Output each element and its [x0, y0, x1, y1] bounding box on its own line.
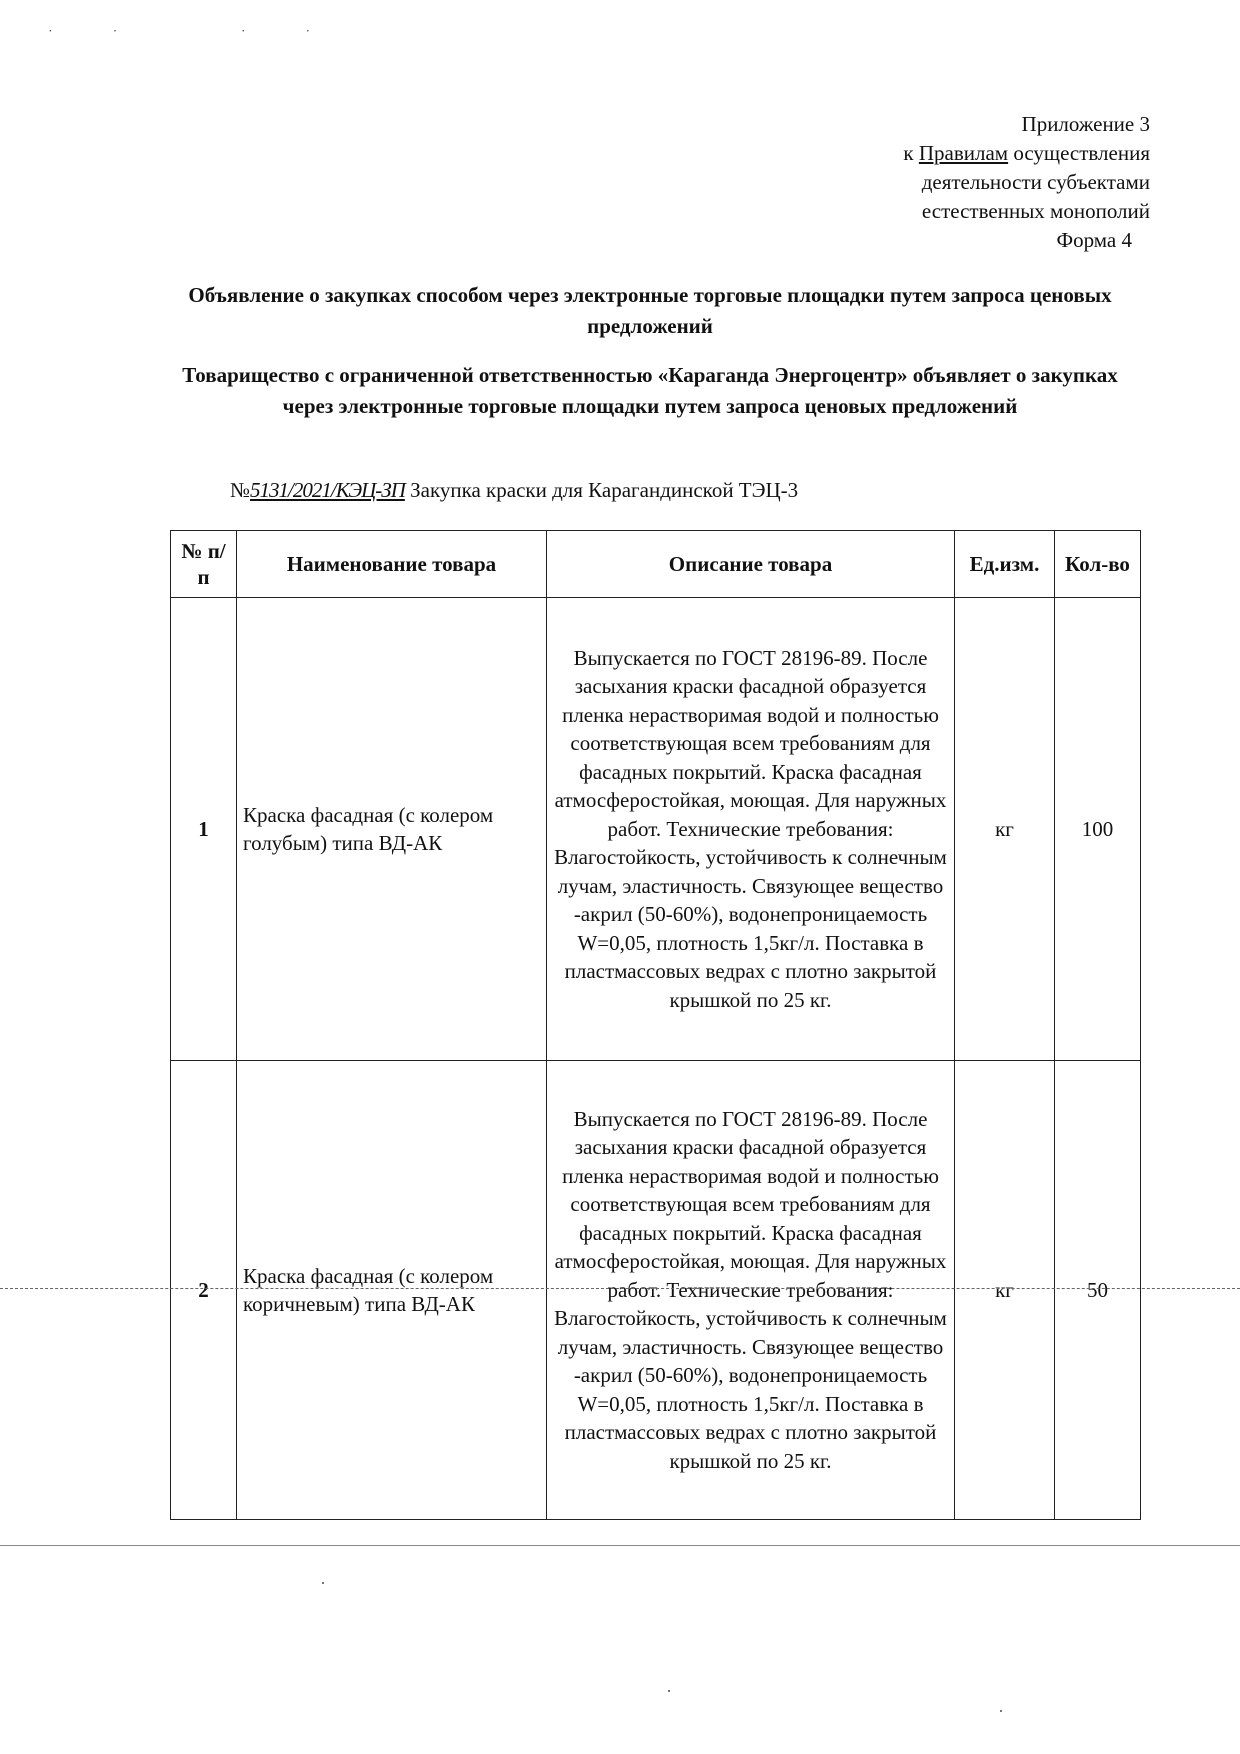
header-description: Описание товара: [547, 531, 955, 598]
appendix-form-number: Форма 4: [1056, 228, 1132, 252]
table-row: [171, 1061, 1141, 1520]
row-number: 1: [171, 598, 237, 1061]
product-name: Краска фасадная (с колером коричневым) типа ВД-АК: [237, 1061, 547, 1520]
row-number: 2: [171, 1061, 237, 1520]
lot-number-prefix: №: [230, 478, 251, 502]
unit-of-measure: кг: [955, 598, 1055, 1061]
appendix-rules-link: Правилам: [918, 141, 1009, 165]
lot-number: 5131/2021/КЭЦ-ЗП: [250, 478, 405, 502]
scan-speck: [322, 1582, 324, 1584]
scan-artifact-line: [0, 1288, 1240, 1289]
header-unit: Ед.изм.: [955, 531, 1055, 598]
header-number: № п/п: [171, 531, 237, 598]
header-quantity: Кол-во: [1055, 531, 1141, 598]
appendix-rules-prefix: к: [903, 141, 919, 165]
appendix-line-subjects: деятельности субъектами: [921, 170, 1150, 194]
goods-table: [170, 530, 1141, 1520]
lot-line: [230, 475, 798, 505]
product-description: Выпускается по ГОСТ 28196-89. После засыхания краски фасадной образуется пленка нерастворимая водой и полностью соответствующая всем требованиям для фасадных покрытий. Краска фасадная атмосферостойкая, моющая. Для наружных работ. Технические требования: Влагостойкость, устойчивость к солнечным лучам, эластичность. Связующее вещество -акрил (50-60%), водонепроницаемость W=0,05, плотность 1,5кг/л. Поставка в пластмассовых ведрах с плотно закрытой крышкой по 25 кг.: [547, 1061, 955, 1520]
unit-of-measure: кг: [955, 1061, 1055, 1520]
appendix-line-monopolies: естественных монополий: [921, 199, 1150, 223]
scan-artifact-line: [0, 1545, 1240, 1546]
company-announcement: Товарищество с ограниченной ответственностью «Караганда Энергоцентр» объявляет о закупках через электронные торговые площадки путем запроса ценовых предложений: [182, 363, 1118, 418]
quantity: 50: [1055, 1061, 1141, 1520]
announcement-title: Объявление о закупках способом через электронные торговые площадки путем запроса ценовых предложений: [188, 283, 1112, 338]
appendix-rules-suffix: осуществления: [1008, 141, 1150, 165]
product-name: Краска фасадная (с колером голубым) типа ВД-АК: [237, 598, 547, 1061]
table-header-row: [171, 531, 1141, 598]
quantity: 100: [1055, 598, 1141, 1061]
header-name: Наименование товара: [237, 531, 547, 598]
appendix-rules-line: [730, 139, 1150, 168]
scan-speck: [668, 1690, 670, 1692]
appendix-number: Приложение 3: [1021, 112, 1150, 136]
scan-speck: [1000, 1710, 1002, 1712]
lot-description: Закупка краски для Карагандинской ТЭЦ-3: [404, 478, 799, 502]
scan-corner-marks: ˙˙ ˙˙: [48, 28, 371, 43]
appendix-header: [730, 110, 1150, 255]
product-description: Выпускается по ГОСТ 28196-89. После засыхания краски фасадной образуется пленка нерастворимая водой и полностью соответствующая всем требованиям для фасадных покрытий. Краска фасадная атмосферостойкая, моющая. Для наружных работ. Технические требования: Влагостойкость, устойчивость к солнечным лучам, эластичность. Связующее вещество -акрил (50-60%), водонепроницаемость W=0,05, плотность 1,5кг/л. Поставка в пластмассовых ведрах с плотно закрытой крышкой по 25 кг.: [547, 598, 955, 1061]
table-row: [171, 598, 1141, 1061]
